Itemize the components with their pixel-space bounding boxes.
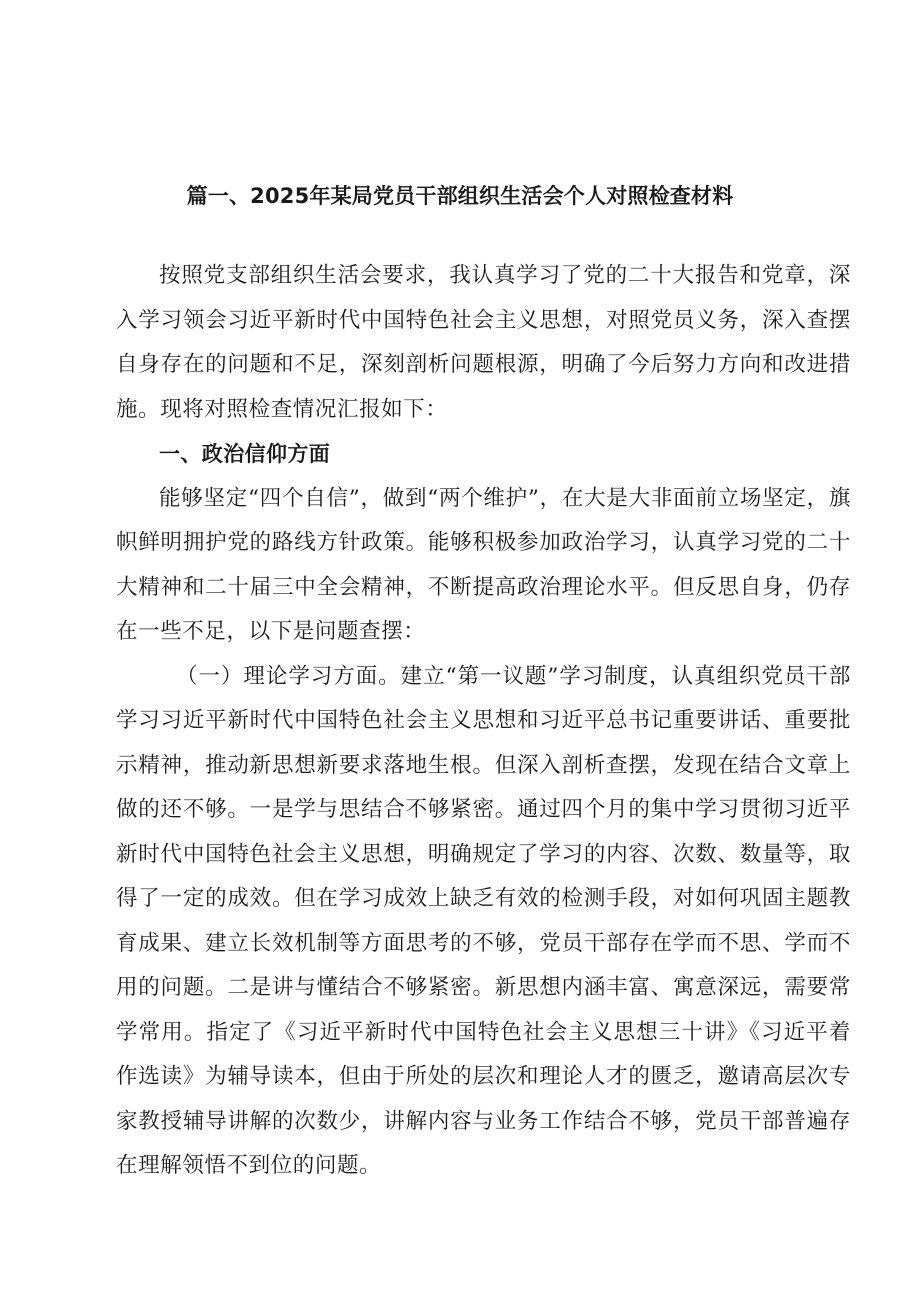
intro-paragraph: 按照党支部组织生活会要求，我认真学习了党的二十大报告和党章，深入学习领会习近平新时代中国特色社会主义思想，对照党员义务，深入查摆自身存在的问题和不足，深刻剖析问题根源，明确了今后努力方向和改进措施。现将对照检查情况汇报如下：: [116, 263, 851, 422]
document-body: [116, 254, 851, 1189]
document-title: 篇一、2025年某局党员干部组织生活会个人对照检查材料: [186, 184, 734, 209]
section-heading-political-belief: 一、政治信仰方面: [159, 442, 331, 466]
section1-paragraph-theory-study: （一）理论学习方面。建立“第一议题”学习制度，认真组织党员干部学习习近平新时代中国特色社会主义思想和习近平总书记重要讲话、重要批示精神，推动新思想新要求落地生根。但深入剖析查摆，发现在结合文章上做的还不够。一是学与思结合不够紧密。通过四个月的集中学习贯彻习近平新时代中国特色社会主义思想，明确规定了学习的内容、次数、数量等，取得了一定的成效。但在学习成效上缺乏有效的检测手段，对如何巩固主题教育成果、建立长效机制等方面思考的不够，党员干部存在学而不思、学而不用的问题。二是讲与懂结合不够紧密。新思想内涵丰富、寓意深远，需要常学常用。指定了《习近平新时代中国特色社会主义思想三十讲》《习近平着作选读》为辅导读本，但由于所处的层次和理论人才的匮乏，邀请高层次专家教授辅导讲解的次数少，讲解内容与业务工作结合不够，党员干部普遍存在理解领悟不到位的问题。: [116, 663, 851, 1178]
section1-paragraph-1: 能够坚定“四个自信”，做到“两个维护”，在大是大非面前立场坚定，旗帜鲜明拥护党的路线方针政策。能够积极参加政治学习，认真学习党的二十大精神和二十届三中全会精神，不断提高政治理论水平。但反思自身，仍存在一些不足，以下是问题查摆：: [116, 485, 851, 644]
